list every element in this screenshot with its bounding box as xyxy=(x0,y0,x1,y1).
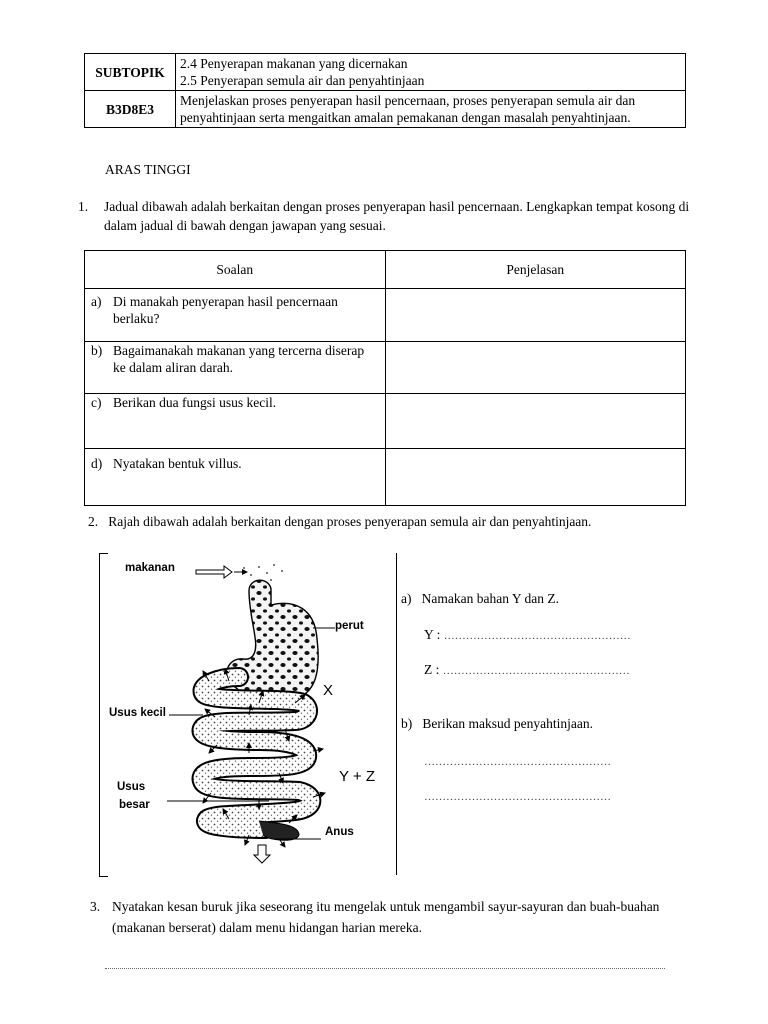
question-letter: d) xyxy=(91,456,103,471)
question-2 xyxy=(88,514,591,530)
question-letter: a) xyxy=(91,294,102,309)
answer-3-line[interactable] xyxy=(105,960,665,969)
question-cell-a xyxy=(85,289,386,342)
subtopik-line-1: 2.4 Penyerapan makanan yang dicernakan xyxy=(180,56,408,71)
question-1-table xyxy=(84,250,686,506)
level-heading: ARAS TINGGI xyxy=(105,162,191,177)
subtopik-line-2: 2.5 Penyerapan semula air dan penyahtinjaan xyxy=(180,73,425,88)
label-usus-kecil: Usus kecil xyxy=(109,707,166,719)
column-header-penjelasan: Penjelasan xyxy=(385,251,686,289)
question-3-text: Nyatakan kesan buruk jika seseorang itu mengelak untuk mengambil sayur-sayuran dan buah-buahan (makanan berserat) dalam menu hidangan harian mereka. xyxy=(112,899,660,935)
question-cell-b xyxy=(85,342,386,394)
answer-cell-d[interactable] xyxy=(385,449,686,506)
label-usus: Usus xyxy=(117,781,146,793)
food-particles xyxy=(243,564,283,582)
question-1 xyxy=(78,197,704,235)
answer-dots: …………………………………………… xyxy=(443,630,631,642)
label-y-answer: Y : xyxy=(424,627,441,642)
question-2b xyxy=(401,716,701,732)
exit-arrow xyxy=(254,845,270,863)
label-besar: besar xyxy=(119,799,150,811)
answer-dots: …………………………………………… xyxy=(442,665,630,677)
answer-dots: …………………………………………… xyxy=(424,756,611,768)
column-header-soalan: Soalan xyxy=(85,251,386,289)
answer-cell-c[interactable] xyxy=(385,394,686,449)
answer-y-line[interactable] xyxy=(424,627,724,643)
question-cell-c xyxy=(85,394,386,449)
label-perut: perut xyxy=(335,620,364,632)
label-x: X xyxy=(323,682,334,699)
label-makanan: makanan xyxy=(125,562,175,574)
answer-z-line[interactable] xyxy=(424,662,724,678)
answer-dots: …………………………………………… xyxy=(424,791,611,803)
question-3 xyxy=(90,896,690,938)
label-z-answer: Z : xyxy=(424,662,440,677)
question-letter: c) xyxy=(91,395,102,410)
question-text: Bagaimanakah makanan yang tercerna diserap ke dalam aliran darah. xyxy=(113,343,365,375)
question-1-text: Jadual dibawah adalah berkaitan dengan proses penyerapan hasil pencernaan. Lengkapkan tempat kosong di dalam jadual di bawah dengan jawapan yang sesuai. xyxy=(104,199,690,233)
question-1-number: 1. xyxy=(78,199,89,214)
answer-2b-line-2[interactable] xyxy=(424,788,724,804)
digestive-system-diagram xyxy=(99,553,397,875)
standard-description: Menjelaskan proses penyerapan hasil pencernaan, proses penyerapan semula air dan penyahtinjaan serta mengaitkan amalan pemakanan dengan masalah penyahtinjaan. xyxy=(176,91,686,128)
question-text: Nyatakan bentuk villus. xyxy=(113,456,242,471)
label-anus: Anus xyxy=(325,826,354,838)
question-2b-text: Berikan maksud penyahtinjaan. xyxy=(422,716,593,731)
question-2-number: 2. xyxy=(88,514,99,529)
question-text: Berikan dua fungsi usus kecil. xyxy=(113,395,277,410)
question-2b-letter: b) xyxy=(401,716,413,731)
food-arrow xyxy=(196,566,247,578)
label-y-plus-z: Y + Z xyxy=(339,768,375,785)
question-2-text: Rajah dibawah adalah berkaitan dengan proses penyerapan semula air dan penyahtinjaan. xyxy=(108,514,592,529)
question-text: Di manakah penyerapan hasil pencernaan berlaku? xyxy=(113,294,338,326)
question-2a xyxy=(401,591,701,607)
question-cell-d xyxy=(85,449,386,506)
question-2a-text: Namakan bahan Y dan Z. xyxy=(421,591,559,606)
question-3-number: 3. xyxy=(90,899,101,914)
question-2a-letter: a) xyxy=(401,591,412,606)
subtopik-label: SUBTOPIK xyxy=(85,54,176,91)
answer-2b-line-1[interactable] xyxy=(424,753,724,769)
header-table xyxy=(84,53,686,128)
question-letter: b) xyxy=(91,343,103,358)
answer-cell-a[interactable] xyxy=(385,289,686,342)
subtopik-value xyxy=(176,54,686,91)
standard-code: B3D8E3 xyxy=(85,91,176,128)
answer-cell-b[interactable] xyxy=(385,342,686,394)
